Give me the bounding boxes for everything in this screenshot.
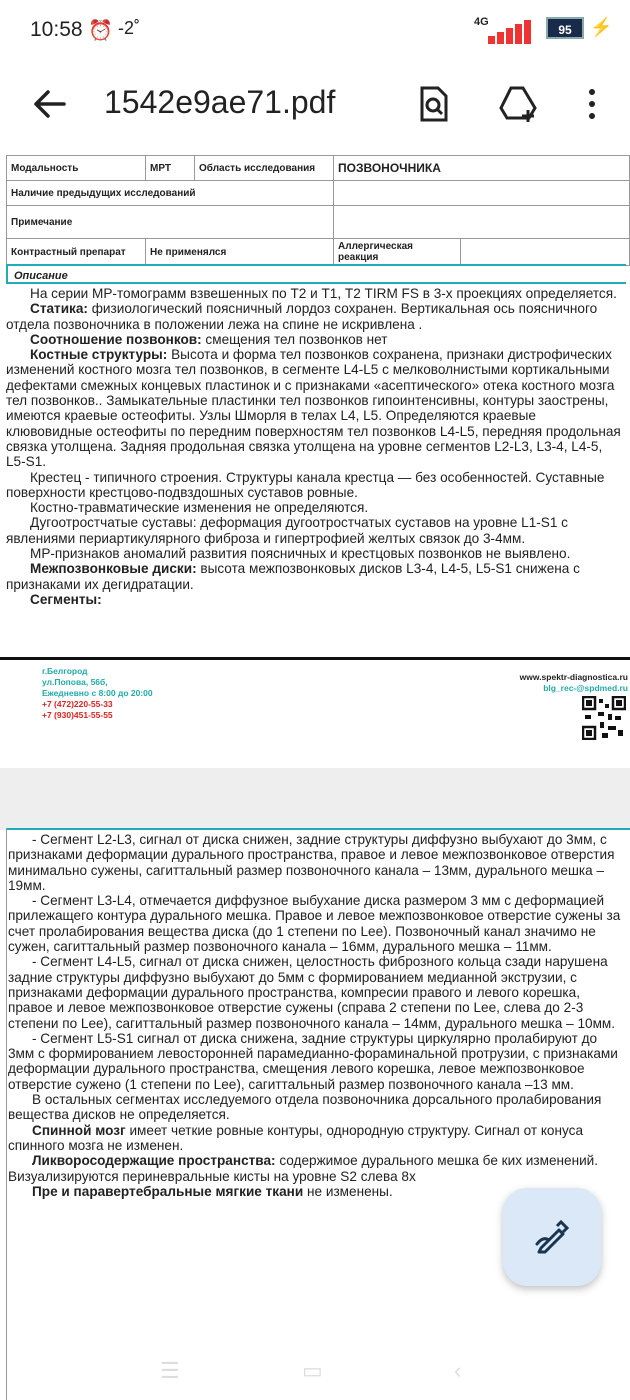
previous-studies-label: Наличие предыдущих исследований — [7, 181, 334, 206]
desc-anomaly: МР-признаков аномалий развития поясничных и крестцовых позвонков не выявлено. — [30, 546, 571, 562]
page-separator — [0, 768, 630, 830]
soft-tissues: Пре и паравертебральные мягкие ткани не изменены. — [32, 1183, 393, 1199]
desc-ratio: Соотношение позвонков: смещения тел позвонков нет — [30, 331, 388, 347]
clinic-address: г.Белгород ул.Попова, 56б, Ежедневно с 8:00 до 20:00 +7 (472)220-55-33 +7 (930)451-55-55 — [42, 666, 153, 720]
app-bar — [0, 60, 630, 150]
allergy-label: Аллергическая реакция — [334, 239, 461, 266]
network-type: 4G — [474, 16, 489, 28]
pen-edit-icon — [533, 1218, 571, 1256]
note-value — [334, 206, 630, 239]
desc-intro: На серии МР-томограмм взвешенных по Т2 и Т1, Т2 TIRM FS в 3-х проекциях определяется. — [30, 286, 617, 301]
footer-divider — [0, 657, 630, 660]
modality-label: Модальность — [7, 156, 146, 181]
contrast-value: Не применялся — [146, 239, 334, 266]
desc-discs: Межпозвонковые диски: высота межпозвонковых дисков L3-4, L4-5, L5-S1 снижена с признаками их дегидратации. — [6, 561, 580, 592]
segment-l2-l3: - Сегмент L2-L3, сигнал от диска снижен, задние структуры диффузно выбухают до 3мм, с признаками деформации дурального пространства, правое и левое межпозвонковое отверстия минимально сужены, сагиттальный размер позвоночного канала – 13мм, дурального мешка – 19мм. — [8, 832, 615, 893]
spinal-cord: Спинной мозг имеет четкие ровные контуры, однородную структуру. Сигнал от конуса спинного мозга не изменен. — [8, 1122, 583, 1153]
previous-studies-value — [334, 181, 630, 206]
description-header: Описание — [6, 264, 626, 284]
allergy-value — [461, 239, 630, 266]
annotate-button[interactable] — [503, 1188, 601, 1286]
system-nav-bar — [0, 1340, 630, 1400]
charging-icon: ⚡ — [590, 17, 613, 37]
clinic-email[interactable]: blg_rec-@spdmed.ru — [543, 683, 628, 693]
clinic-contacts — [500, 672, 628, 694]
desc-bone: Костные структуры: Высота и форма тел позвонков сохранена, признаки дистрофических изменений костного мозга тел позвонков, в сегменте L4-L5 с мелковолнистыми кортикальными дефектами смежных концевых пластинок и с признаками «асептического» отека костного мозга тел позвонков.. Замыкательные пластинки тел позвонков гипоинтенсивны, контуры заострены, имеются краевые остеофиты. Узлы Шморля в телах L4, L5. Определяются краевые клювовидные остеофиты по передним поверхностям тел позвонков L4-L5, передняя продольная связка утолщена. Задняя продольная связка утолщена на уровне сегментов L2-L3, L3-4, L4-5, L5-S1. — [6, 347, 621, 470]
status-time: 10:58 — [30, 18, 83, 41]
exam-info-table — [6, 155, 630, 266]
area-value: ПОЗВОНОЧНИКА — [334, 156, 630, 181]
nav-back-icon[interactable]: ‹ — [454, 1358, 462, 1383]
alarm-icon: ⏰ — [88, 20, 113, 42]
contrast-label: Контрастный препарат — [7, 239, 146, 266]
home-icon[interactable]: ▭ — [302, 1358, 323, 1383]
qr-code-icon — [582, 696, 626, 740]
other-segments: В остальных сегментах исследуемого отдела позвоночника дорсального пролабирования вещества дисков не определяется. — [8, 1092, 602, 1123]
status-bar — [0, 0, 630, 60]
csf-spaces: Ликворосодержащие пространства: содержимое дурального мешка бе ких изменений. Визуализируются периневральные кисты на уровне S2 слева 8х — [8, 1153, 599, 1184]
segments-body — [8, 832, 626, 1199]
note-label: Примечание — [7, 206, 334, 239]
more-options-icon[interactable] — [572, 84, 612, 124]
desc-facet: Дугоотростчатые суставы: деформация дугоотростчатых суставов на уровне L1-S1 с явлениями периартикулярного фиброза и гипертрофией желтых связок до 3-4мм. — [6, 515, 568, 546]
page2-left-border — [6, 828, 7, 1400]
desc-sacrum: Крестец - типичного строения. Структуры канала крестца — без особенностей. Суставные поверхности крестцово-подвздошных суставов ровные. — [6, 469, 605, 500]
area-label: Область исследования — [195, 156, 334, 181]
clinic-site[interactable]: www.spektr-diagnostica.ru — [519, 672, 628, 682]
drive-add-icon[interactable] — [498, 84, 538, 124]
segment-l3-l4: - Сегмент L3-L4, отмечается диффузное выбухание диска размером 3 мм с деформацией прилежащего контура дурального мешка. Правое и левое межпозвонковое отверстие сужены за счет пролабирования вещества диска (до 1 степени по Lee). Позвоночный канал значимо не сужен, сагиттальный размер позвоночного канала – 16мм, дурального мешка – 11мм. — [8, 893, 621, 955]
page2-top-border — [6, 828, 630, 830]
desc-segments: Сегменты: — [30, 591, 102, 607]
search-document-icon[interactable] — [414, 84, 454, 124]
signal-icon — [486, 20, 536, 44]
desc-trauma: Костно-травматические изменения не определяются. — [30, 500, 369, 516]
description-body — [6, 286, 624, 607]
battery-icon: 95 — [546, 17, 584, 39]
back-arrow-icon[interactable] — [30, 82, 70, 126]
segment-l4-l5: - Сегмент L4-L5, сигнал от диска снижен, целостность фиброзного кольца сзади нарушена задние структуры диффузно выбухают до 5мм с формированием медианной экструзии, с признаками деформации дурального пространства, компресии правого и левого корешка, правое и левое межпозвонковое отверстие сужены (справа 2 степени по Lee, слева до 2-3 степени по Lee), сагиттальный размер позвоночного канала – 14мм, дурального мешка – 10мм. — [8, 954, 616, 1031]
segment-l5-s1: - Сегмент L5-S1 сигнал от диска снижена, задние структуры циркулярно пролабируют до 3мм с формированием левосторонней парамедианно-фораминальной протрузии, с признаками деформации дурального пространства, смещения левого корешка, левое межпозвонковое отверстие сужено (1 степени по Lee), сагиттальный размер позвоночного канала –13 мм. — [8, 1030, 618, 1092]
modality-value: МРТ — [146, 156, 195, 181]
status-temperature: -2˚ — [118, 18, 140, 38]
document-title: 1542e9ae71.pdf — [104, 84, 336, 120]
desc-statics: Статика: физиологический поясничный лордоз сохранен. Вертикальная ось поясничного отдела позвоночника в положении лежа на спине не искривлена . — [6, 301, 598, 332]
recent-apps-icon[interactable]: ☰ — [160, 1358, 180, 1383]
